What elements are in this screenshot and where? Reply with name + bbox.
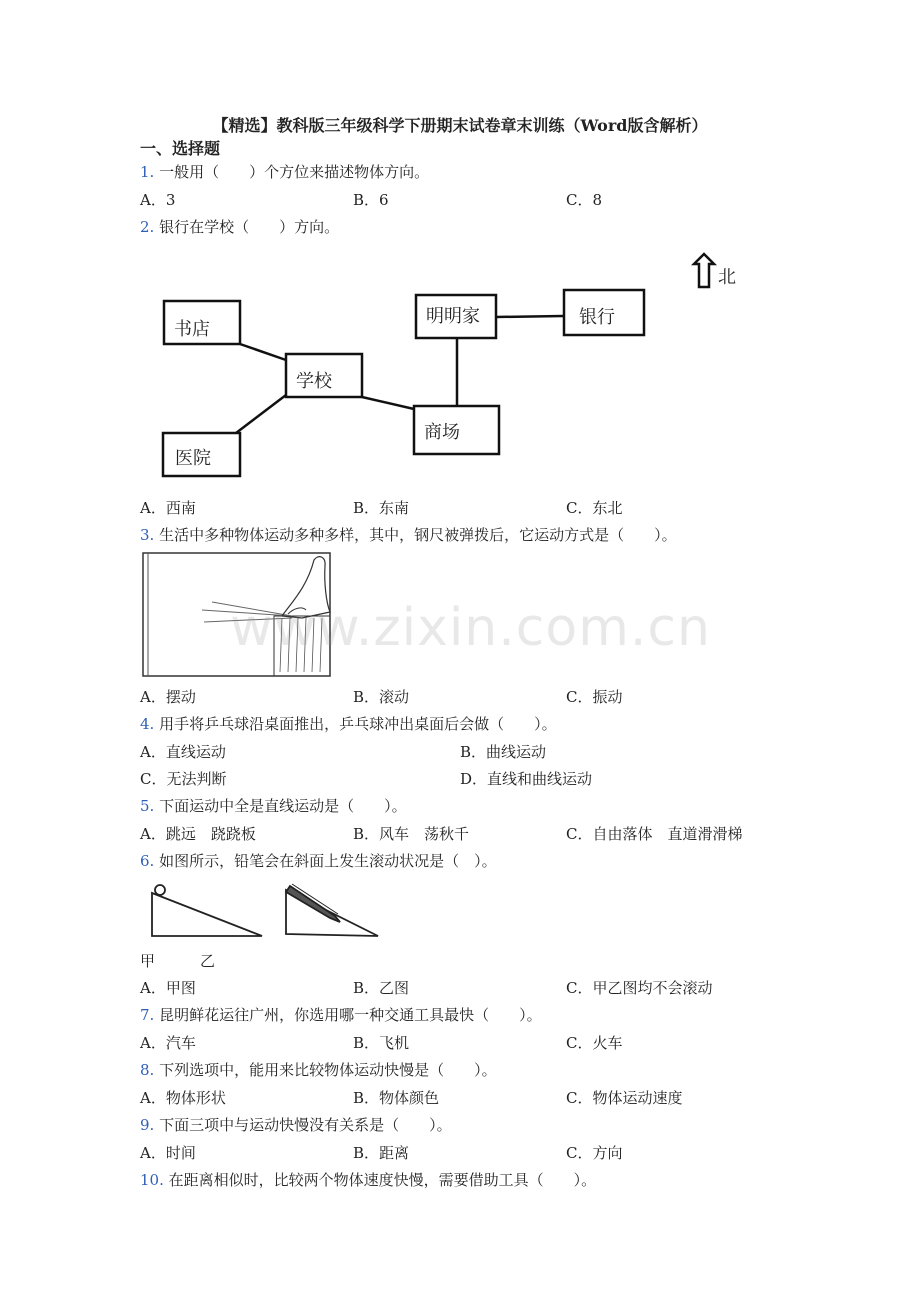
q5-option-c[interactable]: C．自由落体 直道滑滑梯 xyxy=(566,825,743,843)
map-diagram xyxy=(150,250,750,485)
question-number: 5. xyxy=(140,797,155,815)
question-text: 在距离相似时，比较两个物体速度快慢，需要借助工具（ ）。 xyxy=(168,1171,597,1189)
q2-option-c[interactable]: C．东北 xyxy=(566,499,623,517)
question-text: 下面运动中全是直线运动是（ ）。 xyxy=(159,797,407,815)
q8-option-b[interactable]: B．物体颜色 xyxy=(353,1089,440,1107)
north-arrow-icon xyxy=(694,254,714,287)
question-number: 4. xyxy=(140,715,155,733)
q1-option-a[interactable]: A．3 xyxy=(140,191,176,209)
bank-label: 银行 xyxy=(579,307,615,328)
pencil-incline-diagrams xyxy=(140,878,390,944)
q6-option-c[interactable]: C．甲乙图均不会滚动 xyxy=(566,979,713,997)
question-text: 银行在学校（ ）方向。 xyxy=(159,218,340,236)
q2-option-a[interactable]: A．西南 xyxy=(140,499,196,517)
question-number: 9. xyxy=(140,1116,155,1134)
q2-option-b[interactable]: B．东南 xyxy=(353,499,410,517)
question-text: 一般用（ ）个方位来描述物体方向。 xyxy=(159,163,430,181)
q7-option-c[interactable]: C．火车 xyxy=(566,1034,623,1052)
question-8 xyxy=(140,1059,497,1080)
question-1 xyxy=(140,161,429,182)
question-4 xyxy=(140,713,557,734)
q7-option-b[interactable]: B．飞机 xyxy=(353,1034,410,1052)
north-label: 北 xyxy=(718,267,736,288)
question-10 xyxy=(140,1169,596,1190)
question-text: 用手将乒乓球沿桌面推出，乒乓球冲出桌面后会做（ ）。 xyxy=(159,715,557,733)
bookstore-label: 书店 xyxy=(174,319,210,340)
q4-option-d[interactable]: D．直线和曲线运动 xyxy=(460,770,593,788)
q7-option-a[interactable]: A．汽车 xyxy=(140,1034,196,1052)
q1-option-c[interactable]: C．8 xyxy=(566,191,603,209)
q4-option-b[interactable]: B．曲线运动 xyxy=(460,743,547,761)
question-2 xyxy=(140,216,339,237)
q5-option-b[interactable]: B．风车 荡秋千 xyxy=(353,825,470,843)
question-9 xyxy=(140,1114,452,1135)
question-6 xyxy=(140,850,497,871)
watermark: www.zixin.com.cn xyxy=(230,598,711,658)
question-text: 如图所示，铅笔会在斜面上发生滚动状况是（ ）。 xyxy=(159,852,497,870)
question-number: 2. xyxy=(140,218,155,236)
question-5 xyxy=(140,795,407,816)
question-number: 8. xyxy=(140,1061,155,1079)
incline-yi xyxy=(286,884,378,936)
q6-option-b[interactable]: B．乙图 xyxy=(353,979,410,997)
q9-option-a[interactable]: A．时间 xyxy=(140,1144,196,1162)
question-text: 下面三项中与运动快慢没有关系是（ ）。 xyxy=(159,1116,452,1134)
page-title: 【精选】教科版三年级科学下册期末试卷章末训练（Word版含解析） xyxy=(212,116,708,135)
mall-label: 商场 xyxy=(424,422,460,443)
question-number: 10. xyxy=(140,1171,164,1189)
section-heading: 一、选择题 xyxy=(140,139,221,158)
q9-option-c[interactable]: C．方向 xyxy=(566,1144,623,1162)
question-text: 生活中多种物体运动多种多样，其中，钢尺被弹拨后，它运动方式是（ ）。 xyxy=(159,526,677,544)
q1-option-b[interactable]: B．6 xyxy=(353,191,389,209)
q4-option-a[interactable]: A．直线运动 xyxy=(140,743,226,761)
question-number: 1. xyxy=(140,163,155,181)
question-number: 6. xyxy=(140,852,155,870)
question-number: 7. xyxy=(140,1006,155,1024)
q3-option-a[interactable]: A．摆动 xyxy=(140,688,196,706)
question-text: 下列选项中，能用来比较物体运动快慢是（ ）。 xyxy=(159,1061,497,1079)
hospital-label: 医院 xyxy=(175,448,211,469)
question-3 xyxy=(140,524,677,545)
figure-caption: 甲 乙 xyxy=(140,952,216,970)
q6-option-a[interactable]: A．甲图 xyxy=(140,979,196,997)
q4-option-c[interactable]: C．无法判断 xyxy=(140,770,227,788)
home-label: 明明家 xyxy=(426,306,480,327)
q8-option-c[interactable]: C．物体运动速度 xyxy=(566,1089,683,1107)
question-text: 昆明鲜花运往广州，你选用哪一种交通工具最快（ ）。 xyxy=(159,1006,542,1024)
question-number: 3. xyxy=(140,526,155,544)
q5-option-a[interactable]: A．跳远 跷跷板 xyxy=(140,825,256,843)
q3-option-c[interactable]: C．振动 xyxy=(566,688,623,706)
q8-option-a[interactable]: A．物体形状 xyxy=(140,1089,226,1107)
q3-option-b[interactable]: B．滚动 xyxy=(353,688,410,706)
incline-jia xyxy=(152,885,262,936)
question-7 xyxy=(140,1004,542,1025)
school-label: 学校 xyxy=(296,371,332,392)
q9-option-b[interactable]: B．距离 xyxy=(353,1144,410,1162)
